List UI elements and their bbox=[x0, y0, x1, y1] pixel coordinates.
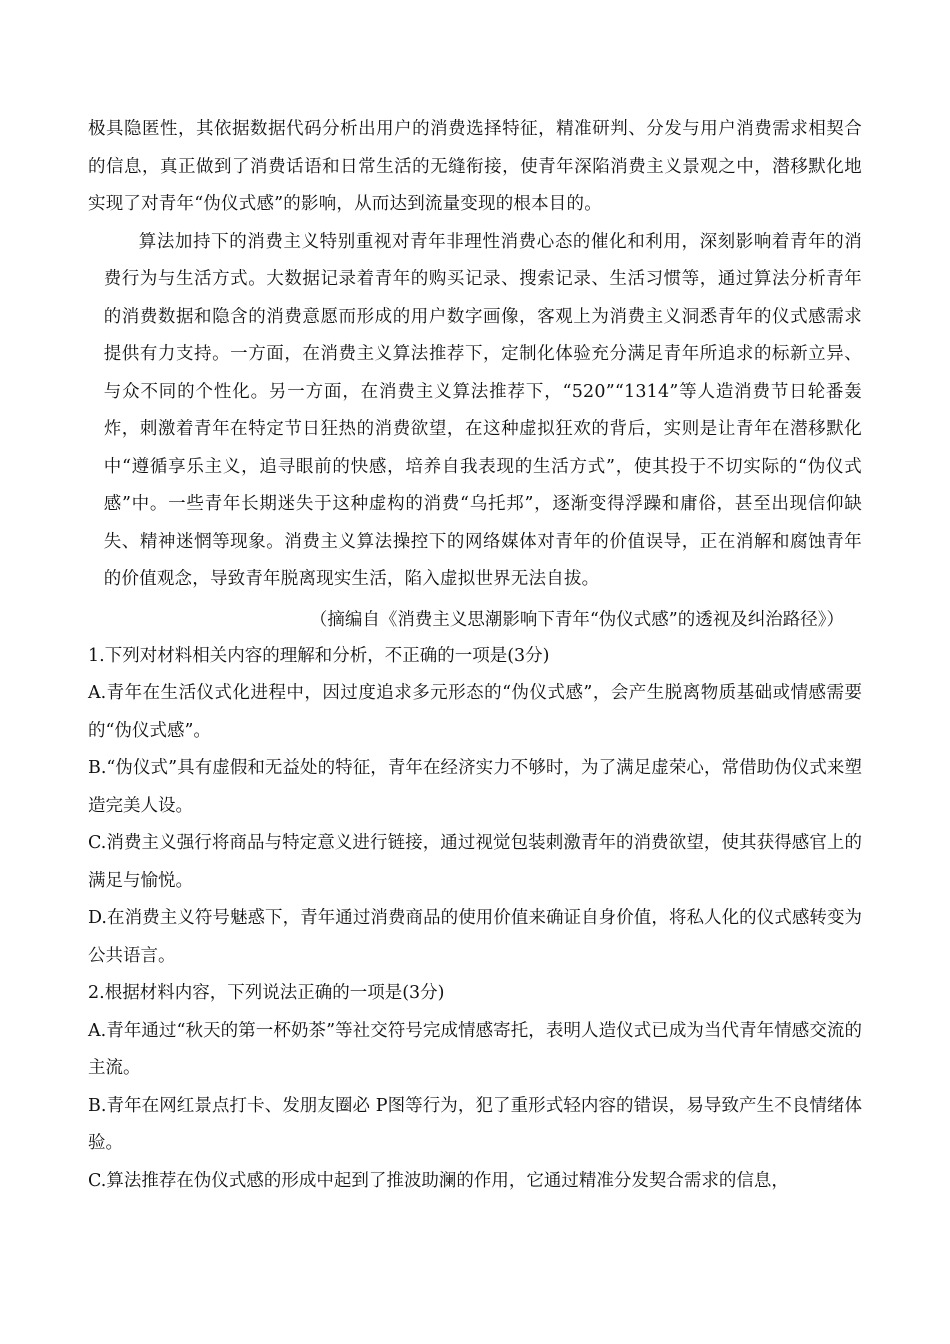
question-2 bbox=[88, 975, 862, 1200]
question-1-option-b: B.“伪仪式”具有虚假和无益处的特征，青年在经济实力不够时，为了满足虚荣心，常借助伪仪式来塑造完美人设。 bbox=[88, 758, 862, 816]
source-citation: （摘编自《消费主义思潮影响下青年“伪仪式感”的透视及纠治路径》） bbox=[309, 609, 844, 630]
question-2-option-b: B.青年在网红景点打卡、发朋友圈必 P图等行为，犯了重形式轻内容的错误，易导致产生不良情绪体验。 bbox=[88, 1095, 862, 1153]
question-1-option-d: D.在消费主义符号魅惑下，青年通过消费商品的使用价值来确证自身价值，将私人化的仪式感转变为公共语言。 bbox=[88, 908, 862, 966]
question-1-option-c: C.消费主义强行将商品与特定意义进行链接，通过视觉包装刺激青年的消费欲望，使其获得感官上的满足与愉悦。 bbox=[88, 833, 862, 891]
paragraph-algorithm: 算法加持下的消费主义特别重视对青年非理性消费心态的催化和利用，深刻影响着青年的消费行为与生活方式。大数据记录着青年的购买记录、搜索记录、生活习惯等，通过算法分析青年的消费数据和隐含的消费意愿而形成的用户数字画像，客观上为消费主义洞悉青年的仪式感需求提供有力支持。一方面，在消费主义算法推荐下，定制化体验充分满足青年所追求的标新立异、与众不同的个性化。另一方面，在消费主义算法推荐下，“520”“1314”等人造消费节日轮番轰炸，刺激着青年在特定节日狂热的消费欲望，在这种虚拟狂欢的背后，实则是让青年在潜移默化中“遵循享乐主义，追寻眼前的快感，培养自我表现的生活方式”，使其投于不切实际的“伪仪式感”中。一些青年长期迷失于这种虚构的消费“乌托邦”，逐渐变得浮躁和庸俗，甚至出现信仰缺失、精神迷惘等现象。消费主义算法操控下的网络媒体对青年的价值误导，正在消解和腐蚀青年的价值观念，导致青年脱离现实生活，陷入虚拟世界无法自拔。 bbox=[103, 231, 862, 589]
question-1-stem: 1.下列对材料相关内容的理解和分析，不正确的一项是(3分) bbox=[88, 645, 550, 666]
question-1 bbox=[88, 638, 862, 976]
paragraph-continued: 极具隐匿性，其依据数据代码分析出用户的消费选择特征，精准研判、分发与用户消费需求相契合的信息，真正做到了消费话语和日常生活的无缝衔接，使青年深陷消费主义景观之中，潜移默化地实现了对青年“伪仪式感”的影响，从而达到流量变现的根本目的。 bbox=[88, 119, 862, 214]
question-2-option-a: A.青年通过“秋天的第一杯奶茶”等社交符号完成情感寄托，表明人造仪式已成为当代青年情感交流的主流。 bbox=[88, 1020, 862, 1078]
question-2-stem: 2.根据材料内容，下列说法正确的一项是(3分) bbox=[88, 983, 445, 1003]
question-1-option-a: A.青年在生活仪式化进程中，因过度追求多元形态的“伪仪式感”，会产生脱离物质基础或情感需要的“伪仪式感”。 bbox=[88, 683, 862, 741]
question-2-option-c: C.算法推荐在伪仪式感的形成中起到了推波助澜的作用，它通过精准分发契合需求的信息， bbox=[88, 1170, 789, 1191]
